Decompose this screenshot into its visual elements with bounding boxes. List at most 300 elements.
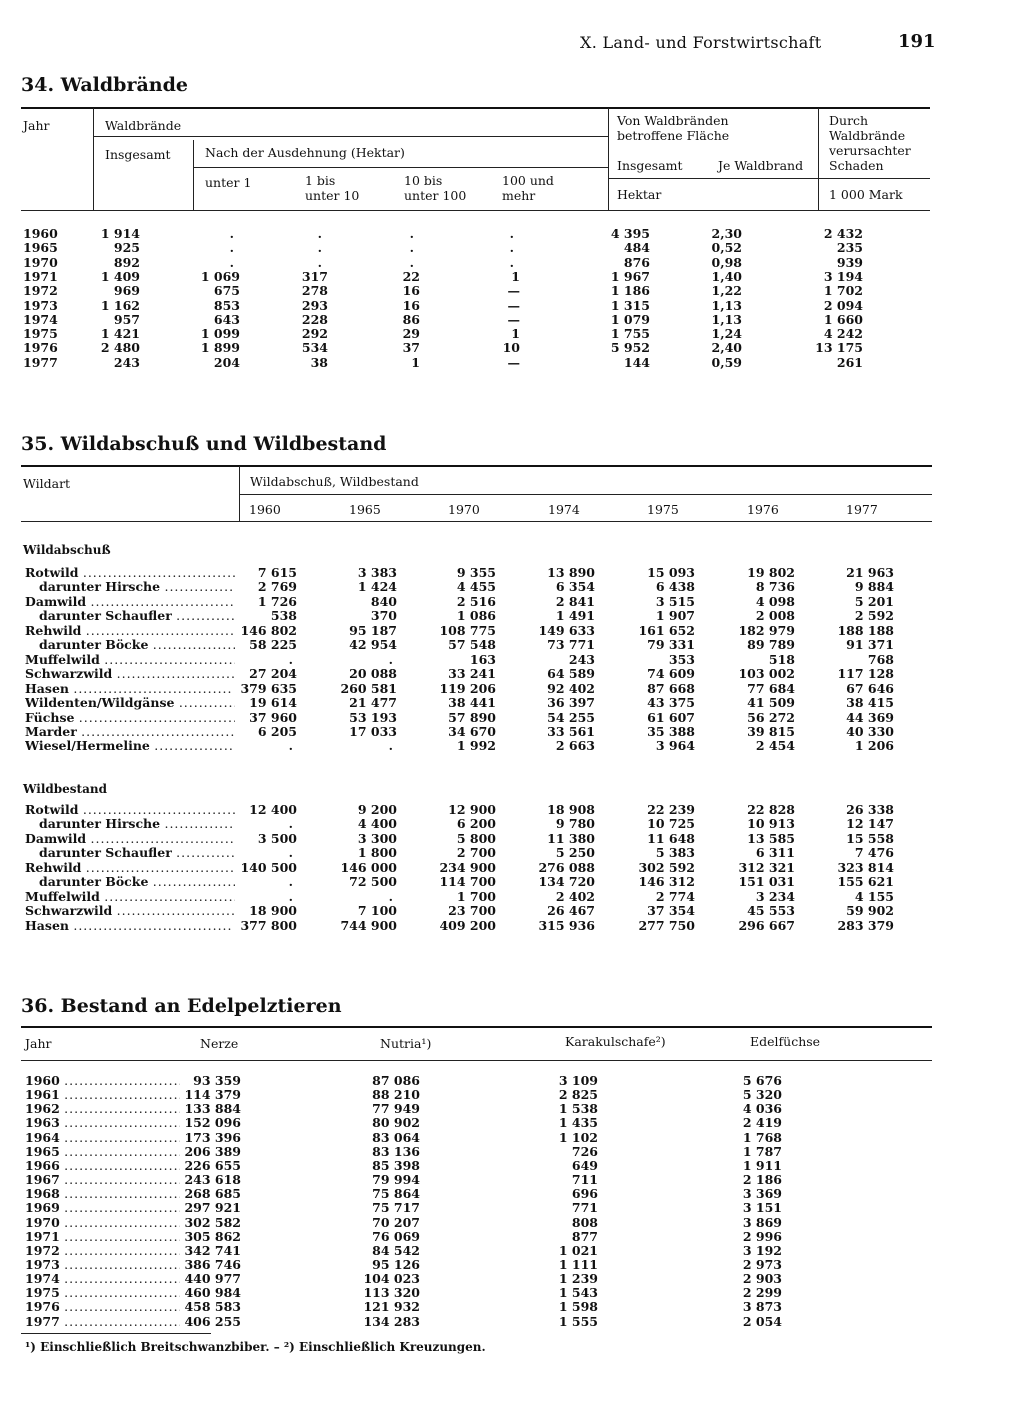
value-cell: 76 069 [372,1228,420,1244]
table-row [0,696,1024,710]
value-cell: 43 375 [647,695,695,711]
value-cell: 1 [411,354,420,370]
value-cell: 79 994 [372,1172,420,1188]
row-label-text: Schwarzwild [25,904,113,919]
page-number: 191 [898,31,936,52]
row-label-text: Rehwild [25,860,82,875]
t36-header-nutria: Nutria¹) [380,1036,432,1051]
table-row [0,846,1024,860]
t34-header-jahr: Jahr [23,118,50,133]
value-cell: 1 [511,326,520,342]
value-cell: 57 890 [448,709,496,725]
value-cell: 277 750 [638,917,695,933]
value-cell: 59 902 [846,903,894,919]
value-cell: 3 500 [257,830,297,846]
value-cell: 1 102 [558,1129,598,1145]
table-row [0,890,1024,904]
value-cell: . [317,240,322,256]
value-cell: 2 008 [755,608,795,624]
value-cell: 7 476 [854,845,894,861]
year-text: 1968 [25,1187,60,1202]
value-cell: 1 726 [257,593,297,609]
value-cell: 75 864 [372,1186,420,1202]
value-cell: 9 200 [357,802,397,817]
year-text: 1972 [25,1243,60,1258]
value-cell: 386 746 [184,1256,241,1272]
table-row [0,1159,1024,1173]
value-cell: 6 354 [555,579,595,595]
value-cell: 292 [301,326,328,342]
value-cell: 283 379 [837,917,894,933]
table-row [0,1244,1024,1258]
value-cell: 5 383 [655,845,695,861]
value-cell: 293 [301,297,328,313]
value-cell: 113 320 [363,1285,420,1301]
value-cell: 53 193 [349,709,397,725]
table-row [0,638,1024,652]
value-cell: 33 241 [448,666,496,682]
value-cell: 957 [113,311,140,327]
value-cell: 317 [301,268,328,284]
value-cell: 1 186 [610,283,650,299]
value-cell: 808 [571,1214,598,1230]
value-cell: 969 [113,283,140,299]
value-cell: 534 [301,340,328,356]
year-header: 1974 [548,502,580,517]
value-cell: 146 000 [340,859,397,875]
value-cell: 182 979 [738,622,795,638]
table-34-top-rule [21,107,930,109]
value-cell: 3 873 [742,1299,782,1315]
value-cell: 649 [571,1157,598,1173]
divider [608,108,609,210]
value-cell: 1 162 [100,297,140,313]
table-row [0,299,1024,313]
value-cell: . [229,240,234,256]
year-text: 1962 [25,1102,60,1117]
t34-header-je-waldbrand: Je Waldbrand [718,158,804,173]
value-cell: 5 800 [456,830,496,846]
value-cell: 1 424 [357,579,397,595]
value-cell: 305 862 [184,1228,241,1244]
value-cell: 70 207 [372,1214,420,1230]
value-cell: 87 668 [647,680,695,696]
table-row [0,1300,1024,1314]
table-34-title: 34. Waldbrände [21,74,188,96]
value-cell: 146 802 [240,622,297,638]
value-cell: 5 250 [555,845,595,861]
divider [93,136,608,137]
value-cell: . [409,226,414,241]
value-cell: 2 299 [742,1285,782,1301]
value-cell: . [288,651,293,667]
value-cell: 38 415 [846,695,894,711]
value-cell: . [288,888,293,904]
value-cell: 84 542 [372,1242,420,1258]
table-row [0,241,1024,255]
value-cell: 79 331 [647,637,695,653]
value-cell: 518 [768,651,795,667]
value-cell: 67 646 [846,680,894,696]
value-cell: 877 [571,1228,598,1244]
value-cell: 37 354 [647,903,695,919]
value-cell: . [288,816,293,832]
value-cell: 16 [402,283,420,299]
value-cell: . [388,651,393,667]
value-cell: 892 [113,254,140,270]
table-row [0,1201,1024,1215]
value-cell: 1 021 [558,1242,598,1258]
value-cell: 1 598 [558,1299,598,1315]
footnote-rule [21,1333,211,1334]
table-row [0,595,1024,609]
value-cell: 3 383 [357,565,397,580]
year-text: 1977 [25,1314,60,1329]
value-cell: 939 [836,254,863,270]
value-cell: 4 036 [742,1101,782,1117]
table-row [0,1173,1024,1187]
value-cell: 853 [213,297,240,313]
table-row [0,817,1024,831]
table-36-top-rule [21,1026,932,1028]
value-cell: 20 088 [349,666,397,682]
row-label-text: Rehwild [25,623,82,638]
value-cell: 151 031 [738,874,795,890]
row-label-text: Damwild [25,831,87,846]
value-cell: 29 [402,326,420,342]
value-cell: 23 700 [448,903,496,919]
value-cell: . [288,874,293,890]
table-row [0,1088,1024,1102]
value-cell: 6 438 [655,579,695,595]
value-cell: 18 908 [547,802,595,817]
t34-header-flaeche [617,113,729,143]
value-cell: 10 913 [747,816,795,832]
value-cell: 83 136 [372,1143,420,1159]
value-cell: 2 186 [742,1172,782,1188]
value-cell: 768 [867,651,894,667]
value-cell: 2 480 [100,340,140,356]
t34-header-ausdehnung: Nach der Ausdehnung (Hektar) [205,145,405,160]
value-cell: . [288,738,293,754]
value-cell: 406 255 [184,1313,241,1329]
value-cell: 3 234 [755,888,795,904]
value-cell: 35 388 [647,723,695,739]
value-cell: 2,40 [711,340,742,356]
value-cell: 21 963 [846,565,894,580]
value-cell: 876 [623,254,650,270]
divider [608,178,930,179]
value-cell: 1 755 [610,326,650,342]
year-text: 1967 [25,1173,60,1188]
t36-header-nerze: Nerze [200,1036,239,1051]
t34-header-1bis-line2: unter 10 [305,188,360,203]
row-label-text: Rotwild [25,803,79,817]
value-cell: 10 [502,340,520,356]
value-cell: 1 491 [555,608,595,624]
value-cell: 1 069 [200,268,240,284]
year-text: 1971 [25,1229,60,1244]
value-cell: 0,98 [711,254,742,270]
t34-header-fl-insgesamt: Insgesamt [617,158,683,173]
value-cell: 3 369 [742,1186,782,1202]
t34-header-unter1: unter 1 [205,175,252,190]
value-cell: 163 [469,651,496,667]
t34-header-hektar: Hektar [617,187,662,202]
value-cell: 2 825 [558,1087,598,1103]
value-cell: 1,24 [711,326,742,342]
value-cell: 302 582 [184,1214,241,1230]
value-cell: 8 736 [755,579,795,595]
value-cell: . [409,240,414,256]
year-cell: 1970 [23,254,58,270]
value-cell: 9 355 [456,565,496,580]
value-cell: 40 330 [846,723,894,739]
t34-header-schaden-line3: verursachter [829,143,911,158]
year-text: 1963 [25,1116,60,1131]
row-label-text: Hasen [25,918,69,933]
value-cell: 89 789 [747,637,795,653]
value-cell: 278 [301,283,328,299]
value-cell: 87 086 [372,1073,420,1088]
row-label-text: darunter Böcke [39,875,149,890]
value-cell: 188 188 [837,622,894,638]
row-label-text: darunter Hirsche [39,580,161,595]
value-cell: 161 652 [638,622,695,638]
row-label-text: Marder [25,724,77,739]
value-cell: 1 111 [558,1256,598,1272]
table-row [0,904,1024,918]
value-cell: 0,59 [711,354,742,370]
value-cell: 1,22 [711,283,742,299]
running-head: X. Land- und Forstwirtschaft [580,33,822,52]
year-header: 1977 [846,502,878,517]
divider [193,140,194,210]
value-cell: . [317,254,322,270]
year-text: 1974 [25,1272,60,1287]
value-cell: 16 [402,297,420,313]
value-cell: 3 515 [655,593,695,609]
value-cell: 460 984 [184,1285,241,1301]
year-text: 1960 [25,1074,60,1088]
value-cell: 21 477 [349,695,397,711]
value-cell: 133 884 [184,1101,241,1117]
row-label-text: Muffelwild [25,889,100,904]
value-cell: 1 702 [823,283,863,299]
value-cell: 19 802 [747,565,795,580]
value-cell: 4 455 [456,579,496,595]
year-header: 1960 [249,502,281,517]
value-cell: 312 321 [738,859,795,875]
table-row [0,653,1024,667]
t35-header-group: Wildabschuß, Wildbestand [250,474,419,489]
value-cell: 37 [402,340,420,356]
value-cell: 234 900 [439,859,496,875]
value-cell: 243 [568,651,595,667]
table-row [0,832,1024,846]
value-cell: 34 670 [448,723,496,739]
value-cell: 1 914 [100,226,140,241]
value-cell: 1 [511,268,520,284]
value-cell: 1 079 [610,311,650,327]
table-row [0,803,1024,817]
t35-header-wildart: Wildart [23,476,71,491]
value-cell: . [509,254,514,270]
value-cell: 1 911 [742,1157,782,1173]
value-cell: 134 283 [363,1313,420,1329]
value-cell: 2 903 [742,1271,782,1287]
value-cell: 64 589 [547,666,595,682]
year-text: 1970 [25,1215,60,1230]
table-row [0,739,1024,753]
value-cell: 5 201 [854,593,894,609]
value-cell: 80 902 [372,1115,420,1131]
value-cell: 33 561 [547,723,595,739]
t34-header-schaden-line4: Schaden [829,158,884,173]
value-cell: 19 614 [249,695,297,711]
value-cell: 296 667 [738,917,795,933]
value-cell: 95 187 [349,622,397,638]
value-cell: 140 500 [240,859,297,875]
table-row [0,711,1024,725]
value-cell: 45 553 [747,903,795,919]
value-cell: 9 884 [854,579,894,595]
value-cell: 12 147 [846,816,894,832]
table-row [0,341,1024,355]
value-cell: 2 663 [555,738,595,754]
t34-header-flaeche-line2: betroffene Fläche [617,128,730,143]
table-35-header-rule [21,521,932,522]
value-cell: 117 128 [837,666,894,682]
value-cell: 1 315 [610,297,650,313]
year-cell: 1976 [23,340,58,356]
value-cell: 26 338 [846,802,894,817]
value-cell: 11 648 [647,830,695,846]
year-cell: 1977 [23,354,58,370]
value-cell: 1 086 [456,608,496,624]
value-cell: . [229,226,234,241]
table-row [0,1258,1024,1272]
table-row [0,1315,1024,1329]
value-cell: 377 800 [240,917,297,933]
value-cell: 1 435 [558,1115,598,1131]
value-cell: 458 583 [184,1299,241,1315]
year-cell: 1965 [23,240,58,256]
value-cell: 86 [402,311,420,327]
table-35-title: 35. Wildabschuß und Wildbestand [21,433,387,455]
value-cell: 440 977 [184,1271,241,1287]
value-cell: 121 932 [363,1299,420,1315]
value-cell: 2 094 [823,297,863,313]
value-cell: 88 210 [372,1087,420,1103]
value-cell: 1 660 [823,311,863,327]
value-cell: 2 700 [456,845,496,861]
value-cell: 83 064 [372,1129,420,1145]
table-35-top-rule [21,465,932,467]
table-row [0,313,1024,327]
value-cell: 2 432 [823,226,863,241]
year-header: 1970 [448,502,480,517]
value-cell: 27 204 [249,666,297,682]
value-cell: 11 380 [547,830,595,846]
value-cell: 22 [402,268,420,284]
value-cell: 2 841 [555,593,595,609]
row-label-text: darunter Schaufler [39,846,172,861]
value-cell: 93 359 [193,1073,241,1088]
table-row [0,667,1024,681]
value-cell: 9 780 [555,816,595,832]
value-cell: 2 419 [742,1115,782,1131]
row-label-text: Wiesel/Hermeline [25,739,150,754]
table-row [0,356,1024,370]
t35-sub-wildbestand: Wildbestand [23,782,107,796]
table-row [0,327,1024,341]
value-cell: 484 [623,240,650,256]
value-cell: 18 900 [249,903,297,919]
value-cell: 1 992 [456,738,496,754]
value-cell: 15 558 [846,830,894,846]
value-cell: 74 609 [647,666,695,682]
value-cell: 2 769 [257,579,297,595]
t34-header-1bis-line1: 1 bis [305,173,336,188]
value-cell: 538 [270,608,297,624]
value-cell: 6 200 [456,816,496,832]
value-cell: 2 996 [742,1228,782,1244]
value-cell: 925 [113,240,140,256]
value-cell: 1 700 [456,888,496,904]
value-cell: 4 098 [755,593,795,609]
year-cell: 1960 [23,226,58,241]
value-cell: 744 900 [340,917,397,933]
row-label-text: Füchse [25,710,75,725]
value-cell: 42 954 [349,637,397,653]
value-cell: 206 389 [184,1143,241,1159]
value-cell: 3 192 [742,1242,782,1258]
value-cell: 85 398 [372,1157,420,1173]
value-cell: 103 002 [738,666,795,682]
value-cell: — [507,354,520,370]
value-cell: 134 720 [538,874,595,890]
value-cell: 302 592 [638,859,695,875]
value-cell: . [509,226,514,241]
value-cell: 152 096 [184,1115,241,1131]
value-cell: 4 242 [823,326,863,342]
value-cell: 1 787 [742,1143,782,1159]
table-row [0,1272,1024,1286]
t34-header-10bis [404,173,466,203]
row-label-text: Muffelwild [25,652,100,667]
table-row [0,1131,1024,1145]
value-cell: — [507,311,520,327]
value-cell: 370 [370,608,397,624]
value-cell: 204 [213,354,240,370]
row-label-text: darunter Böcke [39,638,149,653]
t34-header-schaden-line2: Waldbrände [829,128,906,143]
row-label-text: Hasen [25,681,69,696]
table-row [0,1216,1024,1230]
value-cell: 17 033 [349,723,397,739]
value-cell: 3 869 [742,1214,782,1230]
value-cell: 1 239 [558,1271,598,1287]
year-text: 1969 [25,1201,60,1216]
value-cell: 12 900 [448,802,496,817]
value-cell: 1 206 [854,738,894,754]
table-row [0,227,1024,241]
year-cell: 1972 [23,283,58,299]
year-text: 1976 [25,1300,60,1315]
divider [239,494,932,495]
value-cell: . [409,254,414,270]
